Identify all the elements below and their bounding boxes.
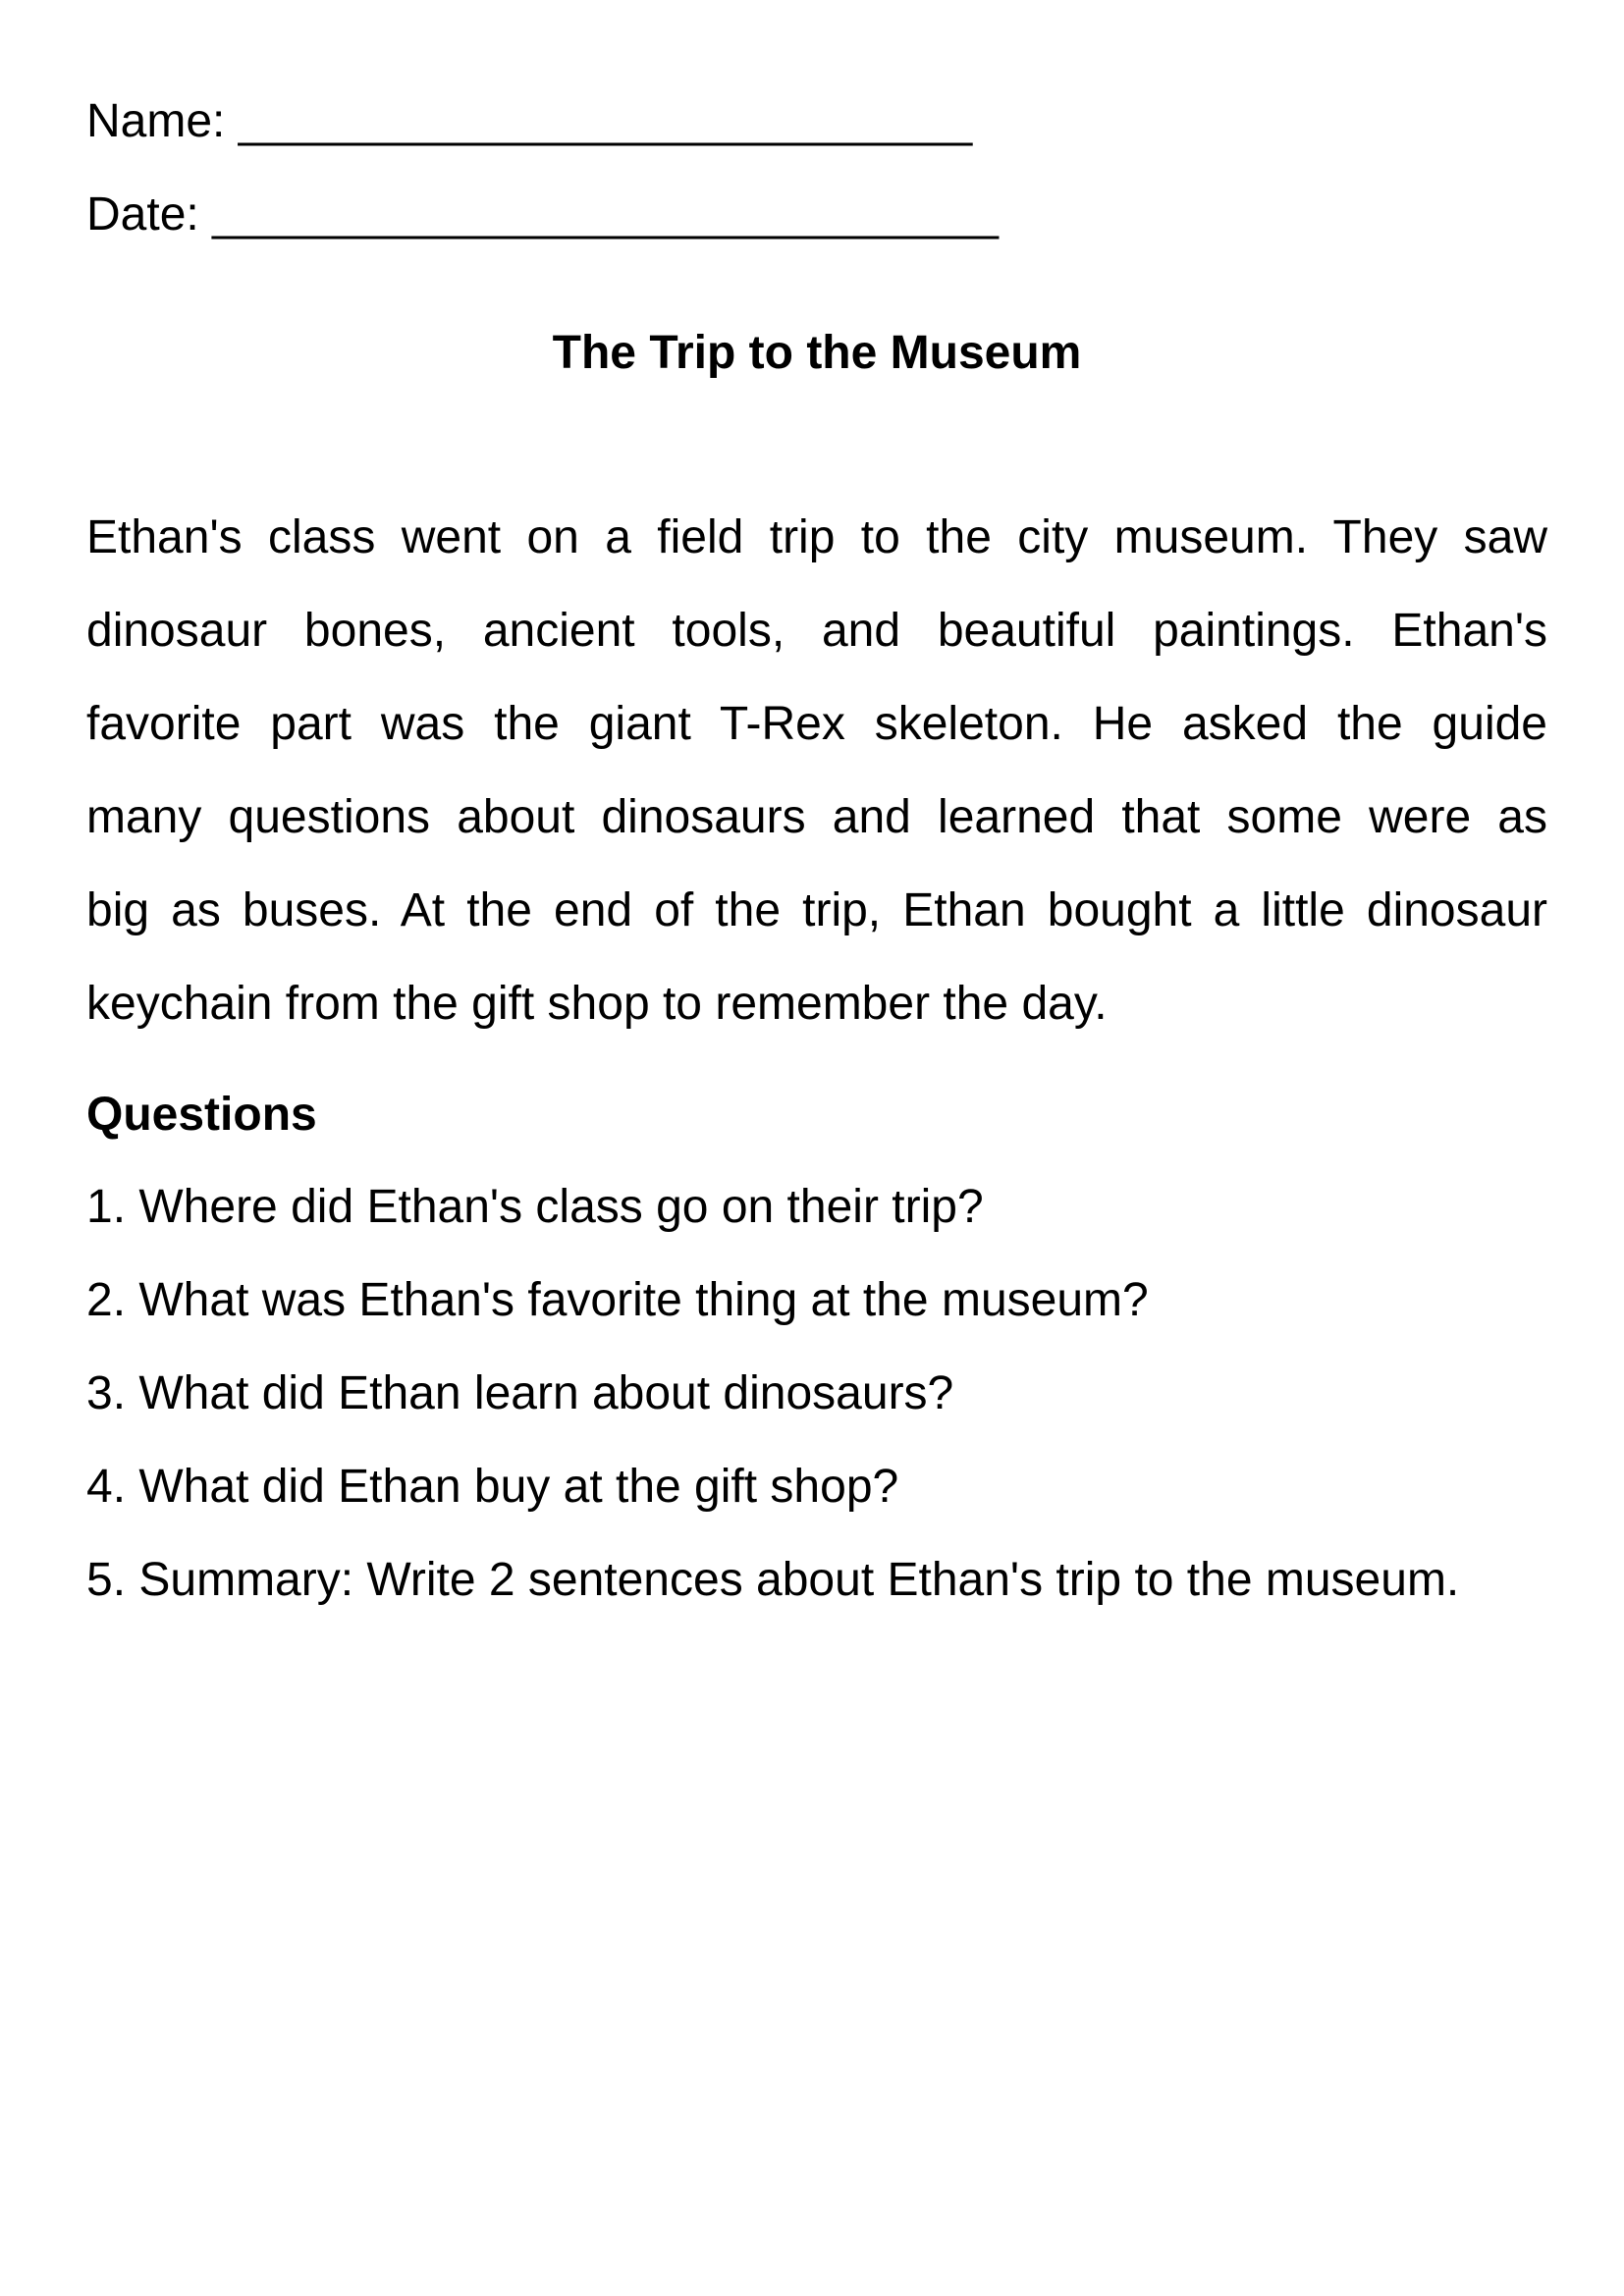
question-text: 4. What did Ethan buy at the gift shop? bbox=[86, 1461, 899, 1513]
passage-line: keychain from the gift shop to remember the day. bbox=[86, 978, 1108, 1030]
question-text: 5. Summary: Write 2 sentences about Ethan's trip to the museum. bbox=[86, 1554, 1460, 1606]
date-label: Date: bbox=[86, 188, 199, 240]
name-field[interactable] bbox=[86, 94, 972, 149]
questions-heading: Questions bbox=[86, 1089, 317, 1141]
name-blank-line[interactable]: ____________________________ bbox=[238, 95, 973, 147]
passage-line: Ethan's class went on a field trip to the city museum. They saw bbox=[86, 511, 1547, 563]
question-item bbox=[86, 1553, 1459, 1646]
question-text: 2. What was Ethan's favorite thing at the museum? bbox=[86, 1274, 1149, 1326]
name-label: Name: bbox=[86, 95, 226, 147]
story-title: The Trip to the Museum bbox=[552, 327, 1082, 379]
passage-line: favorite part was the giant T-Rex skeleton. He asked the guide bbox=[86, 698, 1547, 750]
story-passage bbox=[86, 491, 1547, 1050]
date-blank-line[interactable]: ______________________________ bbox=[212, 188, 999, 240]
passage-line: big as buses. At the end of the trip, Ethan bought a little dinosaur bbox=[86, 884, 1547, 936]
question-text: 3. What did Ethan learn about dinosaurs? bbox=[86, 1367, 954, 1419]
passage-line: many questions about dinosaurs and learned that some were as bbox=[86, 791, 1547, 843]
question-text: 1. Where did Ethan's class go on their trip? bbox=[86, 1181, 984, 1233]
passage-line: dinosaur bones, ancient tools, and beautiful paintings. Ethan's bbox=[86, 605, 1547, 657]
date-field[interactable] bbox=[86, 187, 999, 242]
questions-list bbox=[86, 1180, 1459, 1646]
